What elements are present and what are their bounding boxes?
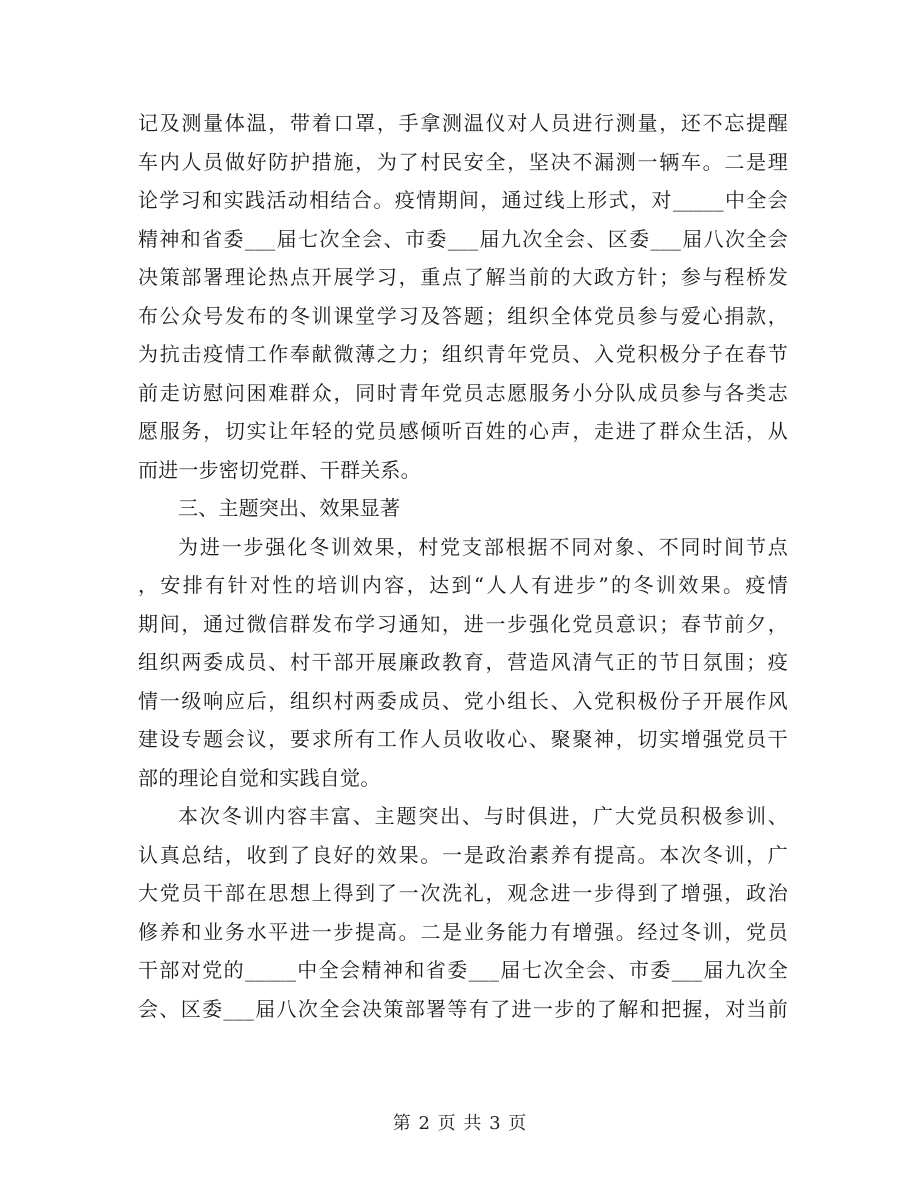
text-line: 精神和省委___届七次全会、市委___届九次全会、区委___届八次全会 bbox=[138, 226, 788, 251]
text-line: 认真总结，收到了良好的效果。一是政治素养有提高。本次冬训，广 bbox=[138, 842, 788, 867]
text-line: 愿服务，切实让年轻的党员感倾听百姓的心声，走进了群众生活，从 bbox=[138, 419, 788, 443]
text-line: 论学习和实践活动相结合。疫情期间，通过线上形式，对_____中全会 bbox=[138, 188, 788, 212]
section-heading: 三、主题突出、效果显著 bbox=[178, 496, 401, 520]
text-line: 期间，通过微信群发布学习通知，进一步强化党员意识；春节前夕， bbox=[138, 611, 788, 636]
text-line: 布公众号发布的冬训课堂学习及答题；组织全体党员参与爱心捐款， bbox=[138, 303, 788, 328]
text-line: 而进一步密切党群、干群关系。 bbox=[138, 457, 421, 482]
text-line: 本次冬训内容丰富、主题突出、与时俱进，广大党员积极参训、 bbox=[178, 804, 788, 828]
text-line: 记及测量体温，带着口罩，手拿测温仪对人员进行测量，还不忘提醒 bbox=[138, 111, 788, 135]
page-number-footer: 第 2 页 共 3 页 bbox=[392, 1113, 528, 1134]
text-line: 车内人员做好防护措施，为了村民安全，坚决不漏测一辆车。二是理 bbox=[138, 149, 788, 174]
text-line: 会、区委___届八次全会决策部署等有了进一步的了解和把握，对当前 bbox=[138, 996, 788, 1021]
text-line: ，安排有针对性的培训内容，达到“人人有进步”的冬训效果。疫情 bbox=[138, 573, 788, 597]
text-line: 建设专题会议，要求所有工作人员收收心、聚聚神，切实增强党员干 bbox=[138, 727, 788, 751]
text-line: 情一级响应后，组织村两委成员、党小组长、入党积极份子开展作风 bbox=[138, 688, 788, 713]
document-body bbox=[138, 104, 788, 1028]
text-line: 大党员干部在思想上得到了一次洗礼，观念进一步得到了增强，政治 bbox=[138, 881, 788, 905]
text-line: 前走访慰问困难群众，同时青年党员志愿服务小分队成员参与各类志 bbox=[138, 380, 788, 405]
text-line: 部的理论自觉和实践自觉。 bbox=[138, 765, 381, 790]
text-line: 为进一步强化冬训效果，村党支部根据不同对象、不同时间节点 bbox=[178, 534, 788, 559]
text-line: 干部对党的_____中全会精神和省委___届七次全会、市委___届九次全 bbox=[138, 958, 788, 982]
text-line: 为抗击疫情工作奉献微薄之力；组织青年党员、入党积极分子在春节 bbox=[138, 342, 788, 366]
text-line: 组织两委成员、村干部开展廉政教育，营造风清气正的节日氛围；疫 bbox=[138, 650, 788, 674]
text-line: 修养和业务水平进一步提高。二是业务能力有增强。经过冬训，党员 bbox=[138, 919, 788, 944]
text-line: 决策部署理论热点开展学习，重点了解当前的大政方针；参与程桥发 bbox=[138, 265, 788, 289]
